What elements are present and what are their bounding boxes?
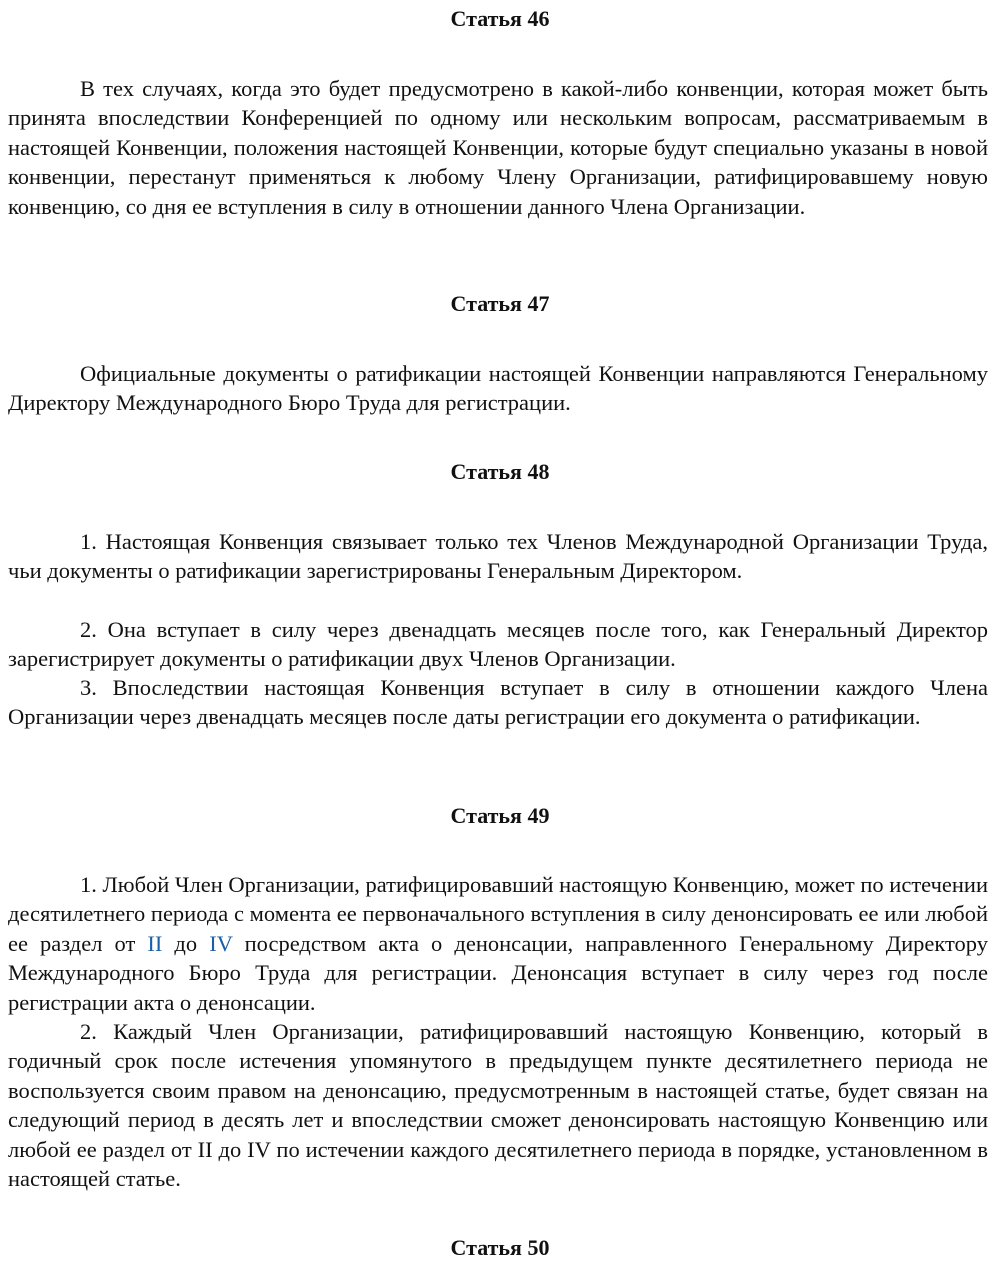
- article-49-heading: Статья 49: [450, 803, 550, 828]
- article-48-paragraph-1: 1. Настоящая Конвенция связывает только тех Членов Международной Организации Труда, чьи документы о ратификации зарегистрированы Генеральным Директором.: [8, 529, 988, 584]
- article-49-paragraph-1-text-start: 1. Любой Член Организации, ратифицировавший настоящую Конвенцию, может по истечении десятилетнего периода с момента ее первоначального вступления в силу денонсировать ее или любой ее раздел от: [8, 872, 988, 956]
- article-48-heading: Статья 48: [450, 459, 550, 484]
- article-47-paragraph-1: Официальные документы о ратификации настоящей Конвенции направляются Генеральному Директору Международного Бюро Труда для регистрации.: [8, 361, 988, 416]
- article-49-paragraph-1: [8, 870, 988, 1017]
- section-II-link[interactable]: II: [147, 930, 163, 956]
- article-50-heading: Статья 50: [450, 1235, 550, 1260]
- article-48-paragraph-3: 3. Впоследствии настоящая Конвенция вступает в силу в отношении каждого Члена Организации через двенадцать месяцев после даты регистрации его документа о ратификации.: [8, 675, 988, 730]
- article-47-heading: Статья 47: [450, 291, 550, 316]
- article-49-paragraph-1-text-mid: до: [162, 930, 210, 956]
- article-49-paragraph-1-text-end: посредством акта о денонсации, направленного Генеральному Директору Международного Бюро Труда для регистрации. Денонсация вступает в силу через год после регистрации акта о денонсации.: [8, 930, 988, 1015]
- section-IV-link[interactable]: IV: [209, 930, 233, 956]
- article-46-heading: Статья 46: [450, 6, 550, 31]
- article-49-paragraph-2: 2. Каждый Член Организации, ратифицировавший настоящую Конвенцию, который в годичный срок после истечения упомянутого в предыдущем пункте десятилетнего периода не воспользуется своим правом на денонсацию, предусмотренным в настоящей статье, будет связан на следующий период в десять лет и впоследствии сможет денонсировать настоящую Конвенцию или любой ее раздел от II до IV по истечении каждого десятилетнего периода в порядке, установленном в настоящей статье.: [8, 1019, 988, 1192]
- article-46-paragraph-1: В тех случаях, когда это будет предусмотрено в какой-либо конвенции, которая может быть принята впоследствии Конференцией по одному или нескольким вопросам, рассматриваемым в настоящей Конвенции, положения настоящей Конвенции, которые будут специально указаны в новой конвенции, перестанут применяться к любому Члену Организации, ратифицировавшему новую конвенцию, со дня ее вступления в силу в отношении данного Члена Организации.: [8, 76, 988, 219]
- article-48-paragraph-2: 2. Она вступает в силу через двенадцать месяцев после того, как Генеральный Директор зарегистрирует документы о ратификации двух Членов Организации.: [8, 617, 988, 672]
